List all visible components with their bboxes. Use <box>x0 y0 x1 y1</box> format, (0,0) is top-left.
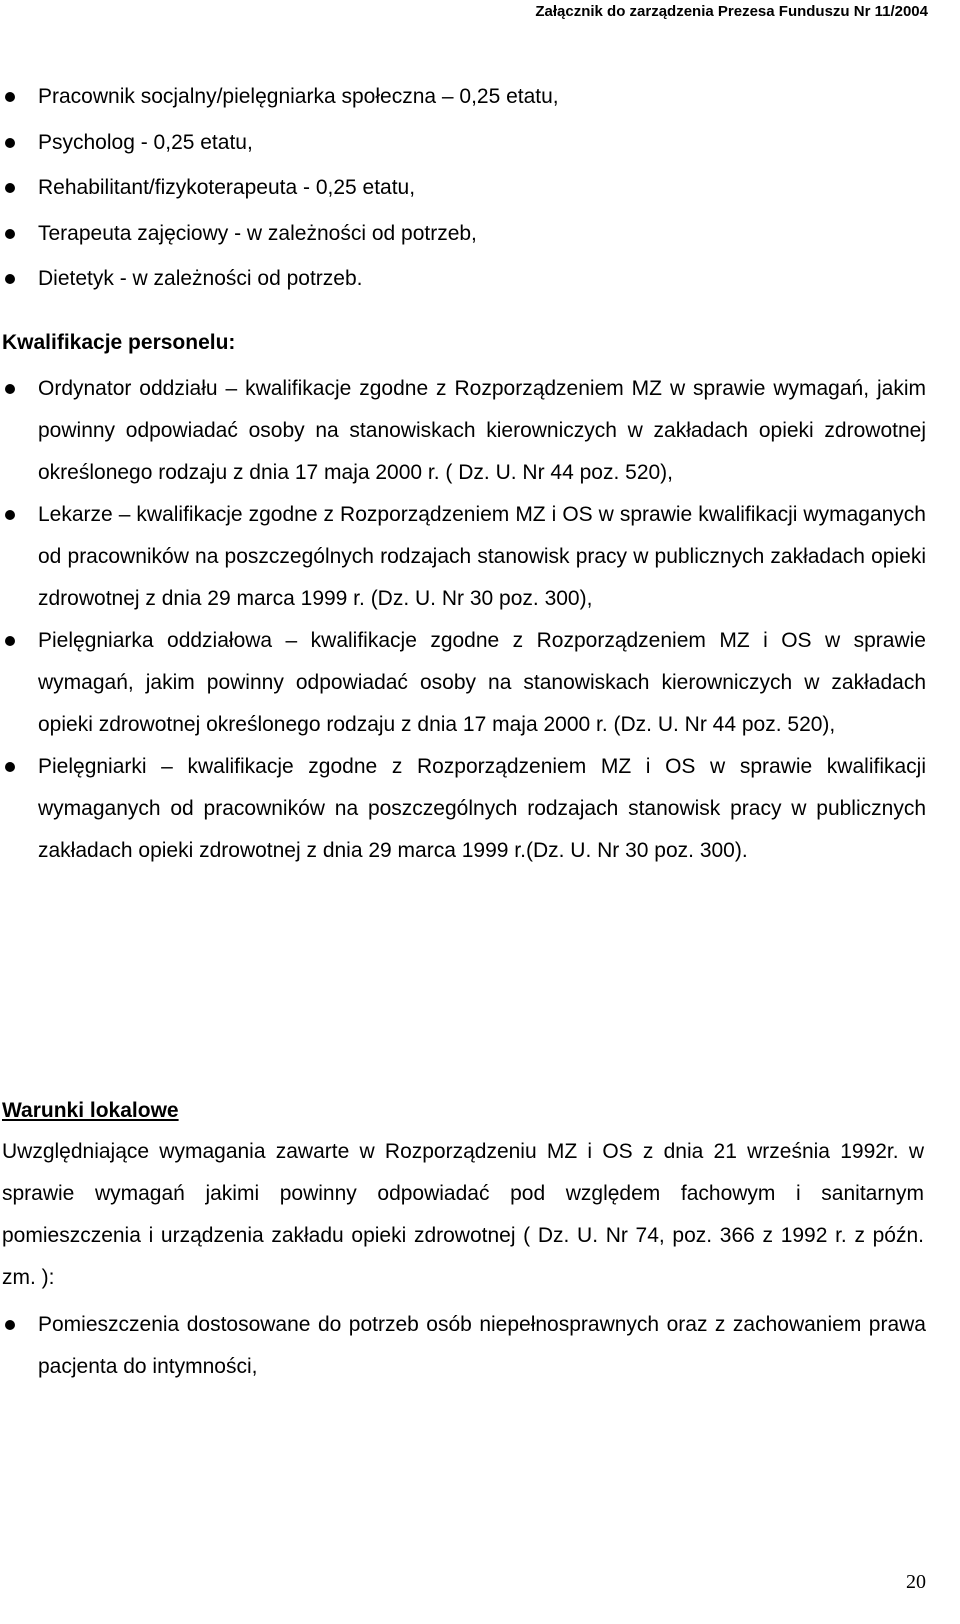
list-item <box>0 368 926 494</box>
list-item-text: Pielęgniarki – kwalifikacje zgodne z Rozporządzeniem MZ i OS w sprawie kwalifikacji wymaganych od pracowników na poszczególnych rodzajach stanowisk pracy w publicznych zakładach opieki zdrowotnej z dnia 29 marca 1999 r.(Dz. U. Nr 30 poz. 300). <box>38 755 926 862</box>
qualifications-heading: Kwalifikacje personelu: <box>2 331 236 354</box>
bullet-icon <box>5 762 15 772</box>
list-item <box>0 494 926 620</box>
bullet-icon <box>5 183 15 193</box>
list-item-text: Lekarze – kwalifikacje zgodne z Rozporządzeniem MZ i OS w sprawie kwalifikacji wymaganych od pracowników na poszczególnych rodzajach stanowisk pracy w publicznych zakładach opieki zdrowotnej z dnia 29 marca 1999 r. (Dz. U. Nr 30 poz. 300), <box>38 503 926 610</box>
list-item <box>0 74 930 120</box>
bullet-icon <box>5 229 15 239</box>
list-item-text: Pracownik socjalny/pielęgniarka społeczna – 0,25 etatu, <box>38 85 559 108</box>
local-conditions-heading: Warunki lokalowe <box>2 1099 179 1122</box>
list-item-text: Pomieszczenia dostosowane do potrzeb osób niepełnosprawnych oraz z zachowaniem prawa pacjenta do intymności, <box>38 1313 926 1378</box>
bullet-icon <box>5 384 15 394</box>
page-number: 20 <box>906 1571 926 1593</box>
bullet-icon <box>5 92 15 102</box>
bullet-icon <box>5 274 15 284</box>
list-item-text: Rehabilitant/fizykoterapeuta - 0,25 etatu, <box>38 176 416 199</box>
list-item <box>0 211 930 257</box>
list-item-text: Pielęgniarka oddziałowa – kwalifikacje zgodne z Rozporządzeniem MZ i OS w sprawie wymagań, jakim powinny odpowiadać osoby na stanowiskach kierowniczych w zakładach opieki zdrowotnej określonego rodzaju z dnia 17 maja 2000 r. (Dz. U. Nr 44 poz. 520), <box>38 629 926 736</box>
bullet-icon <box>5 510 15 520</box>
local-conditions-list <box>0 1304 926 1388</box>
list-item-text: Dietetyk - w zależności od potrzeb. <box>38 267 363 290</box>
qualifications-list <box>0 368 926 872</box>
bullet-icon <box>5 1320 15 1330</box>
list-item <box>0 120 930 166</box>
list-item-text: Ordynator oddziału – kwalifikacje zgodne z Rozporządzeniem MZ w sprawie wymagań, jakim powinny odpowiadać osoby na stanowiskach kierowniczych w zakładach opieki zdrowotnej określonego rodzaju z dnia 17 maja 2000 r. ( Dz. U. Nr 44 poz. 520), <box>38 377 926 484</box>
list-item-text: Terapeuta zajęciowy - w zależności od potrzeb, <box>38 221 477 245</box>
bullet-icon <box>5 636 15 646</box>
list-item <box>0 256 930 302</box>
local-conditions-paragraph: Uwzględniające wymagania zawarte w Rozporządzeniu MZ i OS z dnia 21 września 1992r. w sprawie wymagań jakimi powinny odpowiadać pod względem fachowym i sanitarnym pomieszczenia i urządzenia zakładu opieki zdrowotnej ( Dz. U. Nr 74, poz. 366 z 1992 r. z późn. zm. ): <box>2 1140 924 1289</box>
list-item <box>0 1304 926 1388</box>
list-item <box>0 746 926 872</box>
list-item-text: Psycholog - 0,25 etatu, <box>38 130 253 154</box>
list-item <box>0 165 930 211</box>
page-header: Załącznik do zarządzenia Prezesa Funduszu Nr 11/2004 <box>535 3 928 20</box>
list-item <box>0 620 926 746</box>
bullet-icon <box>5 138 15 148</box>
staff-list <box>0 74 930 302</box>
